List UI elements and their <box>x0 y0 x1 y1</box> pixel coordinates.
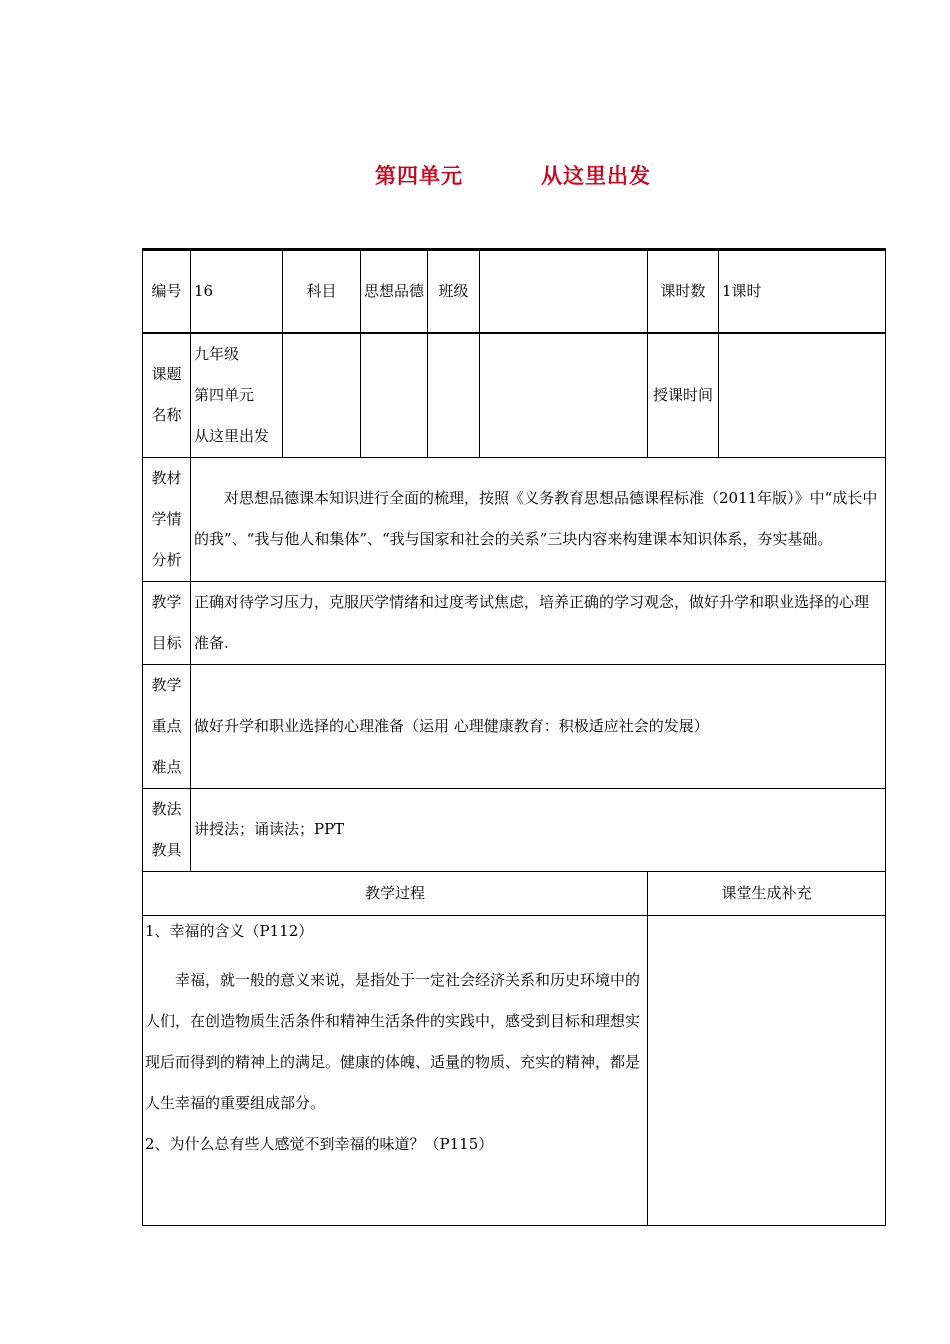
topic-value <box>191 333 283 458</box>
topic-line1: 九年级 <box>194 344 240 363</box>
topic-label-line2: 名称 <box>151 406 182 424</box>
lesson-time-value <box>719 333 886 458</box>
supplement-content <box>648 915 886 1225</box>
page-title <box>0 160 950 190</box>
number-value: 16 <box>191 250 283 333</box>
class-label: 班级 <box>428 250 480 333</box>
class-value <box>480 250 648 333</box>
empty-cell <box>361 333 428 458</box>
methods-label <box>143 788 191 871</box>
title-unit: 第四单元 <box>375 164 463 188</box>
keypoints-label-line3: 难点 <box>151 757 182 776</box>
process-content <box>143 915 648 1225</box>
keypoints-text: 做好升学和职业选择的心理准备（运用 心理健康教育：积极适应社会的发展） <box>191 664 886 788</box>
empty-cell <box>480 333 648 458</box>
goals-text: 正确对待学习压力，克服厌学情绪和过度考试焦虑，培养正确的学习观念，做好升学和职业选择的心理准备. <box>191 581 886 664</box>
topic-line3: 从这里出发 <box>194 426 270 445</box>
process-item1-text: 幸福，就一般的意义来说，是指处于一定社会经济关系和历史环境中的人们，在创造物质生活条件和精神生活条件的实践中，感受到目标和理想实现后而得到的精神上的满足。健康的体魄、适量的物质、充实的精神，都是人生幸福的重要组成部分。 <box>145 970 641 1112</box>
number-label: 编号 <box>143 250 191 333</box>
process-item2-title: 2、为什么总有些人感觉不到幸福的味道？（P115） <box>145 1134 494 1153</box>
analysis-label-line1: 教材 <box>151 468 182 487</box>
methods-label-line2: 教具 <box>151 840 182 859</box>
supplement-header: 课堂生成补充 <box>648 871 886 915</box>
topic-line2: 第四单元 <box>194 385 255 404</box>
goals-label-line1: 教学 <box>151 592 182 611</box>
goals-label <box>143 581 191 664</box>
analysis-label-line2: 学情 <box>151 509 182 528</box>
hours-value: 1课时 <box>719 250 886 333</box>
subject-label: 科目 <box>283 250 361 333</box>
analysis-label-line3: 分析 <box>151 550 182 569</box>
lesson-plan-table <box>142 248 886 1226</box>
topic-label <box>143 333 191 458</box>
keypoints-label-line1: 教学 <box>151 675 182 694</box>
title-topic: 从这里出发 <box>541 164 651 188</box>
process-item1-title: 1、幸福的含义（P112） <box>145 921 314 940</box>
hours-label: 课时数 <box>648 250 719 333</box>
keypoints-label <box>143 664 191 788</box>
goals-label-line2: 目标 <box>151 633 182 652</box>
subject-value: 思想品德 <box>361 250 428 333</box>
process-header: 教学过程 <box>143 871 648 915</box>
analysis-label <box>143 457 191 581</box>
empty-cell <box>428 333 480 458</box>
lesson-time-label: 授课时间 <box>648 333 719 458</box>
methods-text: 讲授法；诵读法；PPT <box>191 788 886 871</box>
empty-cell <box>283 333 361 458</box>
keypoints-label-line2: 重点 <box>151 716 182 735</box>
methods-label-line1: 教法 <box>151 799 182 818</box>
topic-label-line1: 课题 <box>151 365 182 383</box>
analysis-text: 对思想品德课本知识进行全面的梳理，按照《义务教育思想品德课程标准（2011年版）》中“成长中的我”、“我与他人和集体”、“我与国家和社会的关系”三块内容来构建课本知识体系，夯实基础。 <box>191 457 886 581</box>
